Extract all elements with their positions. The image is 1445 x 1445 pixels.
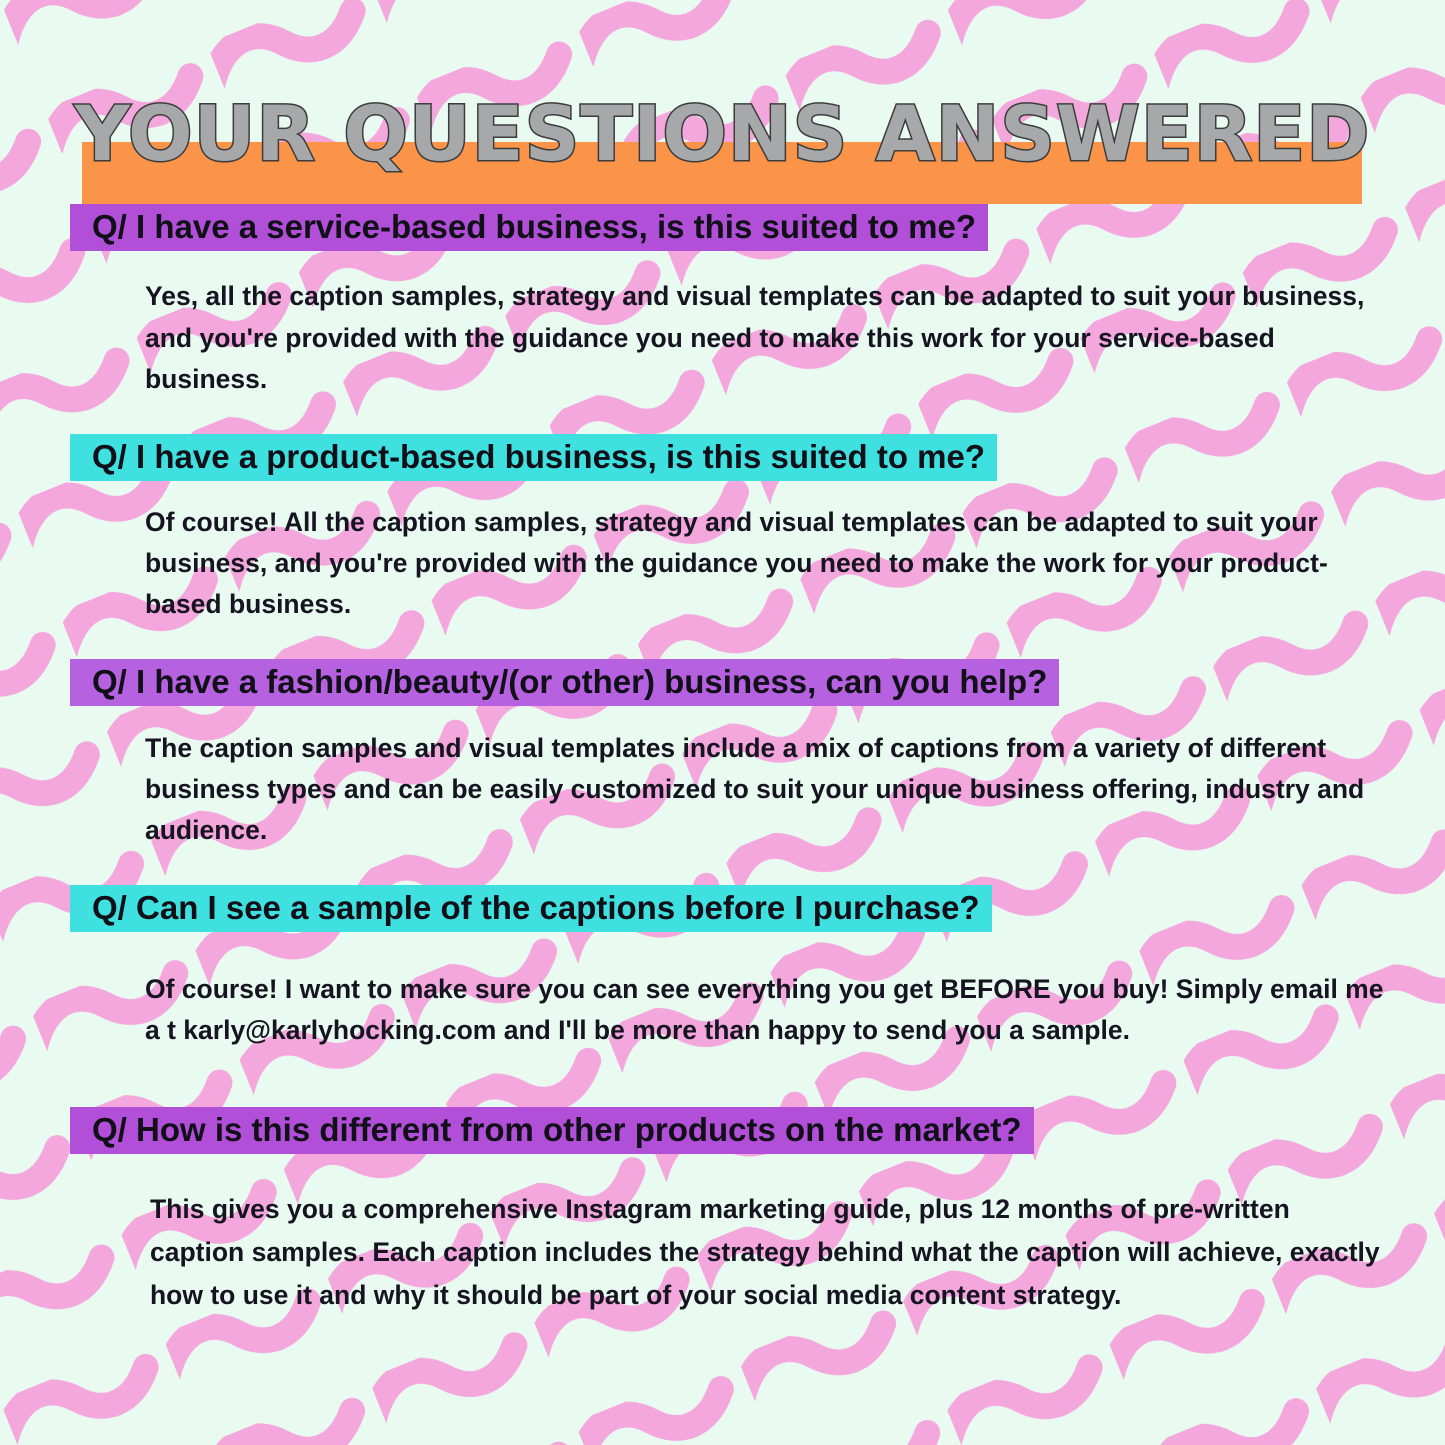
faq-answer: Of course! All the caption samples, strategy and visual templates can be adapted to suit your business, and you're provided with the guidance you need to make the work for your product-based business. (145, 507, 1328, 620)
faq-question-row (70, 881, 1445, 935)
faq-answer: The caption samples and visual templates include a mix of captions from a variety of different business types and can be easily customized to suit your unique business offering, industry and audience. (145, 732, 1365, 845)
page-title: YOUR QUESTIONS ANSWERED (74, 89, 1371, 178)
faq-question: Q/ I have a fashion/beauty/(or other) business, can you help? (70, 659, 1059, 706)
page-header (0, 0, 1445, 200)
faq-question: Q/ I have a service-based business, is this suited to me? (70, 204, 988, 251)
faq-question-row (70, 655, 1445, 709)
faq-question-row (70, 430, 1445, 484)
faq-item (0, 1103, 1445, 1316)
faq-question: Q/ How is this different from other products on the market? (70, 1107, 1034, 1154)
faq-question: Q/ Can I see a sample of the captions before I purchase? (70, 885, 992, 932)
faq-answer: Of course! I want to make sure you can see everything you get BEFORE you buy! Simply email me a t karly@karlyhocking.com and I'll be more than happy to send you a sample. (145, 974, 1384, 1046)
faq-question: Q/ I have a product-based business, is this suited to me? (70, 434, 997, 481)
faq-list (0, 200, 1445, 1317)
faq-item (0, 881, 1445, 1052)
faq-answer: This gives you a comprehensive Instagram marketing guide, plus 12 months of pre-written caption samples. Each caption includes the strategy behind what the caption will achieve, exactly how to use it and why it should be part of your social media content strategy. (150, 1193, 1380, 1310)
faq-question-row (70, 1103, 1445, 1157)
faq-question-row (70, 200, 1445, 254)
faq-item (0, 200, 1445, 400)
faq-item (0, 430, 1445, 626)
faq-answer: Yes, all the caption samples, strategy and visual templates can be adapted to suit your business, and you're provided with the guidance you need to make this work for your service-based business. (145, 281, 1365, 394)
faq-item (0, 655, 1445, 851)
